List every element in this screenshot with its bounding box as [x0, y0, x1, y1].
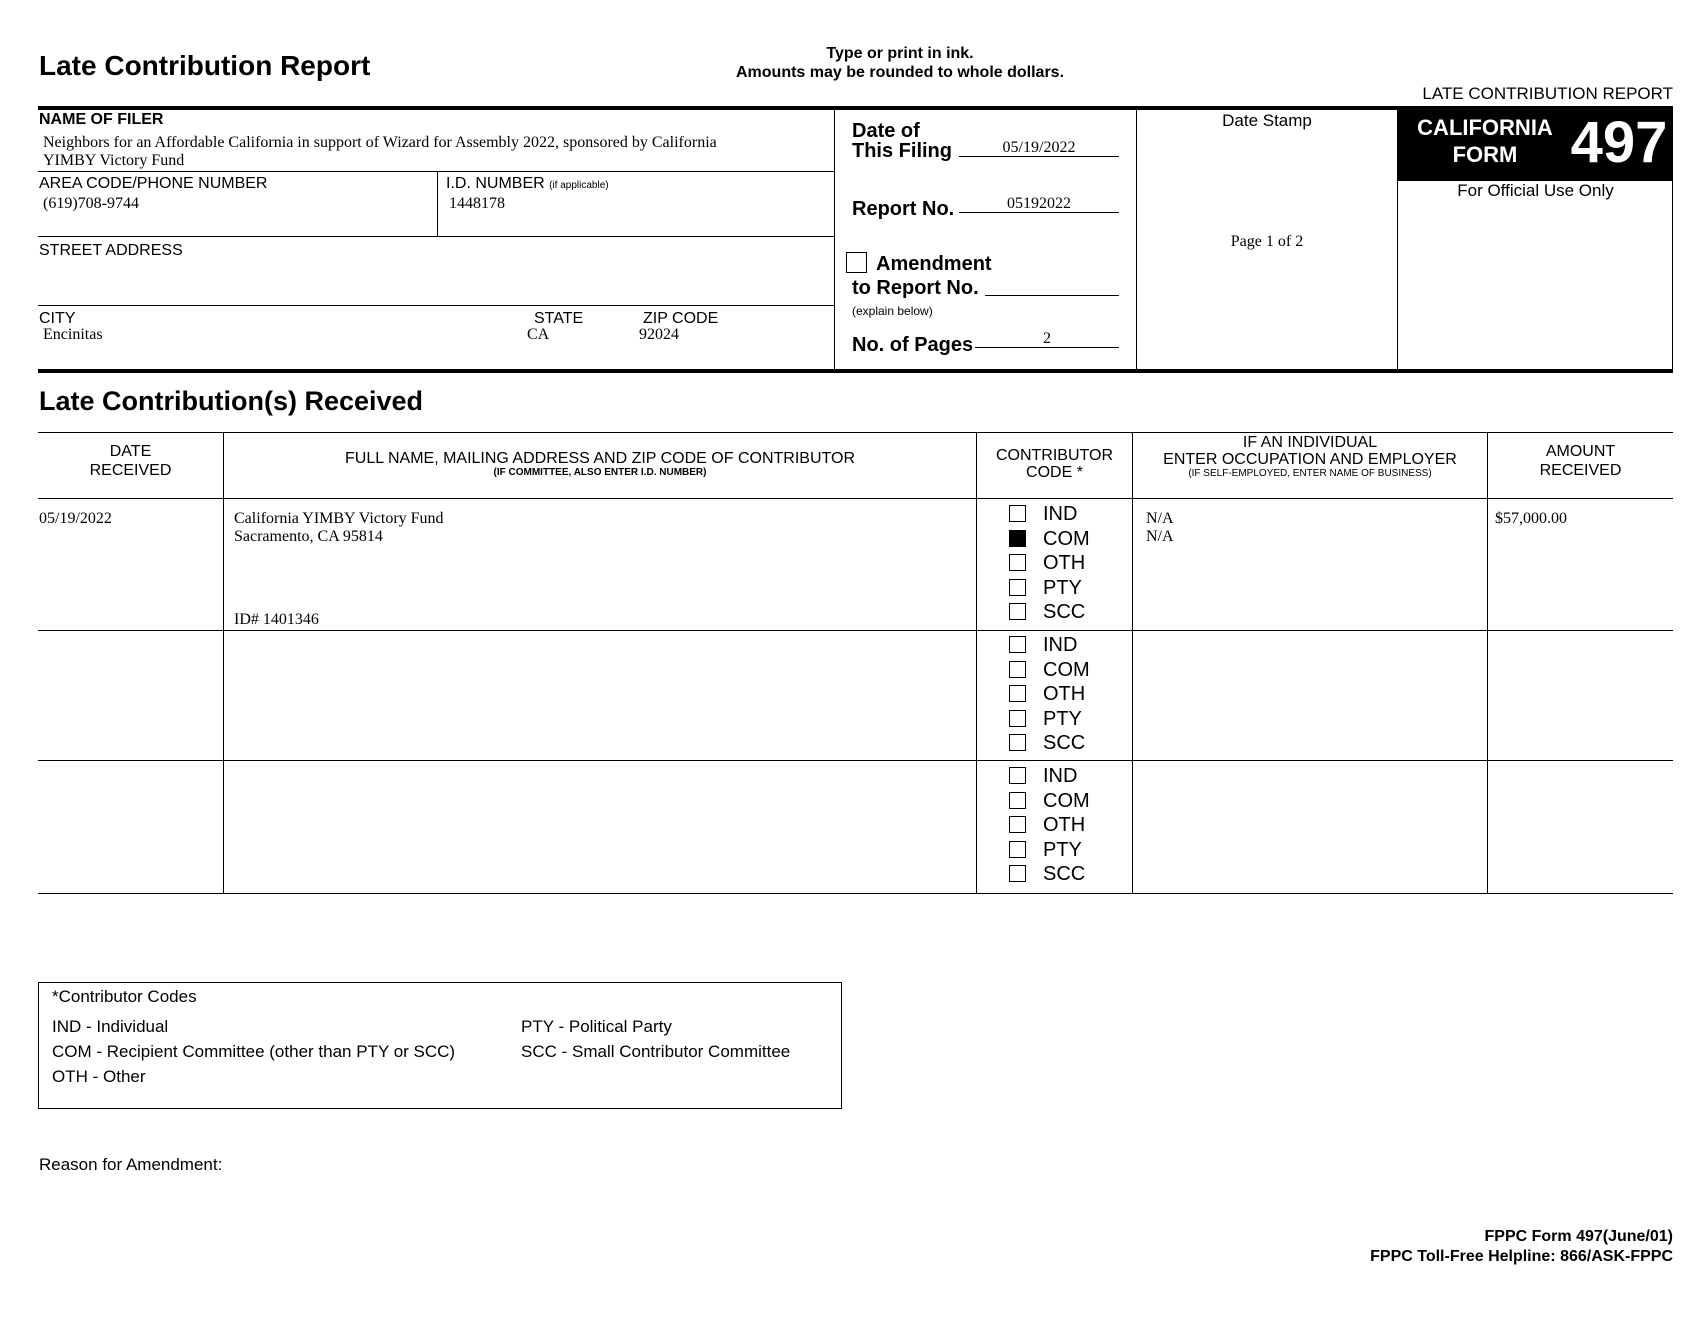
report-type-label: LATE CONTRIBUTION REPORT [1422, 84, 1673, 103]
code-label-oth: OTH [1043, 683, 1086, 705]
id-number-note: (if applicable) [549, 180, 609, 191]
header-contributor-code: CONTRIBUTOR CODE * [995, 447, 1114, 481]
zip-value: 92024 [639, 326, 679, 343]
legend-com: COM - Recipient Committee (other than PTY or SCC) [52, 1042, 456, 1061]
row-contributor-address: Sacramento, CA 95814 [234, 528, 383, 545]
no-of-pages-label: No. of Pages [852, 334, 974, 356]
code-label-scc: SCC [1043, 863, 1086, 885]
row-occupation: N/A [1146, 510, 1174, 527]
code-label-com: COM [1043, 658, 1090, 681]
amendment-report-no-label: to Report No. [852, 277, 979, 299]
row-date: 05/19/2022 [39, 510, 112, 527]
code-label-ind: IND [1043, 634, 1078, 656]
amendment-report-no-field[interactable] [985, 278, 1119, 296]
instruction-rounding: Amounts may be rounded to whole dollars. [735, 64, 1065, 81]
code-checkbox-com[interactable] [1009, 530, 1026, 547]
code-checkbox-ind[interactable] [1009, 505, 1026, 522]
legend-scc: SCC - Small Contributor Committee [521, 1042, 791, 1061]
code-checkbox-scc[interactable] [1009, 865, 1026, 882]
amendment-note: (explain below) [852, 304, 933, 318]
id-number-value: 1448178 [449, 195, 505, 212]
legend-ind: IND - Individual [52, 1017, 169, 1036]
code-label-com: COM [1043, 527, 1090, 550]
page-title: Late Contribution Report [39, 50, 371, 81]
legend-title: *Contributor Codes [52, 987, 197, 1006]
no-of-pages-field[interactable]: 2 [975, 330, 1119, 348]
header-occupation-employer: IF AN INDIVIDUAL ENTER OCCUPATION AND EMPLOYER (IF SELF-EMPLOYED, ENTER NAME OF BUSINESS) [1163, 434, 1457, 479]
form-identifier: FPPC Form 497(June/01) [1484, 1228, 1673, 1245]
code-label-oth: OTH [1043, 814, 1086, 836]
phone-label: AREA CODE/PHONE NUMBER [39, 175, 268, 192]
code-label-com: COM [1043, 789, 1090, 812]
code-label-pty: PTY [1043, 838, 1082, 861]
form-word-label: FORM [1452, 142, 1518, 167]
code-checkbox-pty[interactable] [1009, 841, 1026, 858]
helpline: FPPC Toll-Free Helpline: 866/ASK-FPPC [1370, 1248, 1673, 1265]
legend-pty: PTY - Political Party [521, 1017, 672, 1036]
code-checkbox-com[interactable] [1009, 792, 1026, 809]
form-state-label: CALIFORNIA [1417, 115, 1553, 140]
state-value: CA [527, 326, 550, 343]
code-checkbox-pty[interactable] [1009, 579, 1026, 596]
code-checkbox-scc[interactable] [1009, 734, 1026, 751]
code-checkbox-oth[interactable] [1009, 685, 1026, 702]
header-date-received: DATE RECEIVED [89, 443, 172, 479]
filer-name-line2: YIMBY Victory Fund [43, 152, 185, 169]
date-of-filing-label: Date of [852, 120, 920, 142]
filer-block-bottom-border [38, 369, 1673, 373]
state-label: STATE [534, 310, 584, 327]
date-of-filing-label-2: This Filing [852, 140, 952, 162]
page-info: Page 1 of 2 [1230, 233, 1304, 250]
code-label-oth: OTH [1043, 552, 1086, 574]
report-no-label: Report No. [852, 198, 955, 220]
code-checkbox-ind[interactable] [1009, 767, 1026, 784]
city-label: CITY [39, 310, 76, 327]
id-number-label: I.D. NUMBER (if applicable) [446, 175, 609, 192]
filing-date-field[interactable]: 05/19/2022 [959, 139, 1119, 157]
code-checkbox-scc[interactable] [1009, 603, 1026, 620]
code-label-scc: SCC [1043, 601, 1086, 623]
reason-for-amendment-label: Reason for Amendment: [39, 1155, 223, 1174]
row-contributor-name: California YIMBY Victory Fund [234, 510, 444, 527]
header-amount-received: AMOUNT RECEIVED [1539, 443, 1622, 479]
zip-label: ZIP CODE [643, 310, 719, 327]
date-stamp-label: Date Stamp [1222, 111, 1312, 130]
code-label-ind: IND [1043, 503, 1078, 525]
amendment-label: Amendment [876, 253, 992, 275]
code-label-pty: PTY [1043, 707, 1082, 730]
code-label-pty: PTY [1043, 576, 1082, 599]
form-number: 497 [1570, 110, 1668, 175]
row-employer: N/A [1146, 528, 1174, 545]
code-checkbox-ind[interactable] [1009, 636, 1026, 653]
code-checkbox-oth[interactable] [1009, 816, 1026, 833]
row-amount: $57,000.00 [1495, 510, 1567, 527]
code-checkbox-oth[interactable] [1009, 554, 1026, 571]
code-checkbox-com[interactable] [1009, 661, 1026, 678]
code-label-ind: IND [1043, 765, 1078, 787]
report-no-field[interactable]: 05192022 [959, 195, 1119, 213]
official-use-label: For Official Use Only [1457, 181, 1614, 200]
legend-oth: OTH - Other [52, 1067, 146, 1086]
row-contributor-id: ID# 1401346 [234, 611, 319, 628]
section-title: Late Contribution(s) Received [39, 386, 424, 416]
street-address-label: STREET ADDRESS [39, 242, 183, 259]
phone-value: (619)708-9744 [43, 195, 139, 212]
filer-name-line1: Neighbors for an Affordable California in support of Wizard for Assembly 2022, sponsored by California [43, 134, 717, 151]
code-label-scc: SCC [1043, 732, 1086, 754]
amendment-checkbox[interactable] [846, 252, 867, 273]
header-contributor-name: FULL NAME, MAILING ADDRESS AND ZIP CODE OF CONTRIBUTOR (IF COMMITTEE, ALSO ENTER I.D. NUMBER) [344, 450, 855, 478]
code-checkbox-pty[interactable] [1009, 710, 1026, 727]
instruction-ink: Type or print in ink. [826, 45, 974, 62]
city-value: Encinitas [43, 326, 103, 343]
filer-name-label: NAME OF FILER [39, 111, 164, 128]
